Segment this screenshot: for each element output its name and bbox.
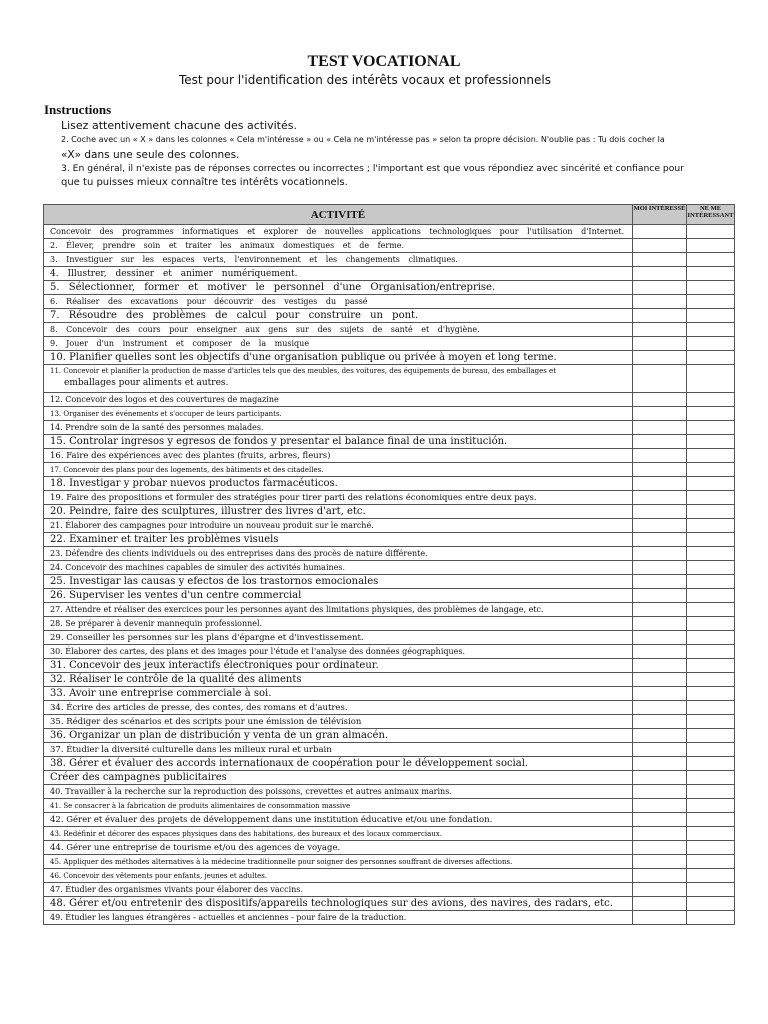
interested-checkbox-cell[interactable] (633, 309, 687, 323)
interested-checkbox-cell[interactable] (633, 519, 687, 533)
not-interested-checkbox-cell[interactable] (687, 491, 735, 505)
activity-label: 29. Conseiller les personnes sur les plans d'épargne et d'investissement. (44, 631, 633, 645)
activity-label: Créer des campagnes publicitaires (44, 771, 633, 785)
interested-checkbox-cell[interactable] (633, 407, 687, 421)
interested-checkbox-cell[interactable] (633, 533, 687, 547)
activity-label: 45. Appliquer des méthodes alternatives à la médecine traditionnelle pour soigner des personnes souffrant de diverses affections. (44, 855, 633, 869)
instruction-line-2-cont: «X» dans une seule des colonnes. (61, 149, 240, 161)
not-interested-checkbox-cell[interactable] (687, 519, 735, 533)
activity-label: 22. Examiner et traiter les problèmes visuels (44, 533, 633, 547)
activity-label: 6. Réaliser des excavations pour découvrir des vestiges du passé (44, 295, 633, 309)
column-header-interested: MOI INTÉRESSÉ (633, 205, 687, 225)
not-interested-checkbox-cell[interactable] (687, 757, 735, 771)
not-interested-checkbox-cell[interactable] (687, 225, 735, 239)
activity-label: 46. Concevoir des vêtements pour enfants, jeunes et adultes. (44, 869, 633, 883)
activity-label: 16. Faire des expériences avec des plantes (fruits, arbres, fleurs) (44, 449, 633, 463)
activity-label: 30. Élaborer des cartes, des plans et des images pour l'étude et l'analyse des données géographiques. (44, 645, 633, 659)
activity-label-line-1: 11. Concevoir et planifier la production de masse d'articles tels que des meubles, des voitures, des équipements de bureau, des emballages et (50, 367, 557, 375)
not-interested-checkbox-cell[interactable] (687, 827, 735, 841)
not-interested-checkbox-cell[interactable] (687, 617, 735, 631)
activity-label (44, 365, 633, 393)
interested-checkbox-cell[interactable] (633, 351, 687, 365)
interested-checkbox-cell[interactable] (633, 477, 687, 491)
interested-checkbox-cell[interactable] (633, 421, 687, 435)
not-interested-checkbox-cell[interactable] (687, 421, 735, 435)
not-interested-checkbox-cell[interactable] (687, 365, 735, 393)
interested-checkbox-cell[interactable] (633, 813, 687, 827)
not-interested-checkbox-cell[interactable] (687, 631, 735, 645)
not-interested-checkbox-cell[interactable] (687, 603, 735, 617)
activity-label: 12. Concevoir des logos et des couvertures de magazine (44, 393, 633, 407)
interested-checkbox-cell[interactable] (633, 827, 687, 841)
interested-checkbox-cell[interactable] (633, 659, 687, 673)
not-interested-checkbox-cell[interactable] (687, 323, 735, 337)
interested-checkbox-cell[interactable] (633, 897, 687, 911)
activity-label: 42. Gérer et évaluer des projets de développement dans une institution éducative et/ou une fondation. (44, 813, 633, 827)
document-title: TEST VOCATIONAL (307, 53, 461, 70)
table-header-row (44, 205, 735, 225)
interested-checkbox-cell[interactable] (633, 435, 687, 449)
activity-label: 25. Investigar las causas y efectos de los trastornos emocionales (44, 575, 633, 589)
interested-checkbox-cell[interactable] (633, 281, 687, 295)
activity-label: 35. Rédiger des scénarios et des scripts pour une émission de télévision (44, 715, 633, 729)
activity-label: 47. Étudier des organismes vivants pour élaborer des vaccins. (44, 883, 633, 897)
not-interested-checkbox-cell[interactable] (687, 897, 735, 911)
activity-label: 24. Concevoir des machines capables de simuler des activités humaines. (44, 561, 633, 575)
interested-checkbox-cell[interactable] (633, 295, 687, 309)
not-interested-checkbox-cell[interactable] (687, 575, 735, 589)
not-interested-checkbox-cell[interactable] (687, 729, 735, 743)
activity-label: 9. Jouer d'un instrument et composer de la musique (44, 337, 633, 351)
not-interested-checkbox-cell[interactable] (687, 743, 735, 757)
interested-checkbox-cell[interactable] (633, 729, 687, 743)
interested-checkbox-cell[interactable] (633, 743, 687, 757)
interested-checkbox-cell[interactable] (633, 267, 687, 281)
not-interested-checkbox-cell[interactable] (687, 449, 735, 463)
interested-checkbox-cell[interactable] (633, 253, 687, 267)
activity-table (43, 204, 735, 925)
interested-checkbox-cell[interactable] (633, 393, 687, 407)
interested-checkbox-cell[interactable] (633, 463, 687, 477)
not-interested-checkbox-cell[interactable] (687, 295, 735, 309)
interested-checkbox-cell[interactable] (633, 631, 687, 645)
interested-checkbox-cell[interactable] (633, 505, 687, 519)
not-interested-checkbox-cell[interactable] (687, 841, 735, 855)
activity-label: 40. Travailler à la recherche sur la reproduction des poissons, crevettes et autres animaux marins. (44, 785, 633, 799)
instructions-heading: Instructions (44, 102, 112, 117)
interested-checkbox-cell[interactable] (633, 547, 687, 561)
not-interested-checkbox-cell[interactable] (687, 435, 735, 449)
not-interested-checkbox-cell[interactable] (687, 393, 735, 407)
activity-label: 44. Gérer une entreprise de tourisme et/ou des agences de voyage. (44, 841, 633, 855)
activity-label: 21. Élaborer des campagnes pour introduire un nouveau produit sur le marché. (44, 519, 633, 533)
instruction-line-1: Lisez attentivement chacune des activités. (61, 119, 297, 132)
not-interested-checkbox-cell[interactable] (687, 533, 735, 547)
activity-label: 19. Faire des propositions et formuler des stratégies pour tirer parti des relations économiques entre deux pays. (44, 491, 633, 505)
not-interested-checkbox-cell[interactable] (687, 659, 735, 673)
not-interested-checkbox-cell[interactable] (687, 771, 735, 785)
interested-checkbox-cell[interactable] (633, 561, 687, 575)
activity-label: 17. Concevoir des plans pour des logements, des bâtiments et des citadelles. (44, 463, 633, 477)
interested-checkbox-cell[interactable] (633, 785, 687, 799)
column-header-not-interested: NE ME INTÉRESSANT (687, 205, 735, 225)
interested-checkbox-cell[interactable] (633, 449, 687, 463)
interested-checkbox-cell[interactable] (633, 645, 687, 659)
activity-label: 32. Réaliser le contrôle de la qualité des aliments (44, 673, 633, 687)
not-interested-checkbox-cell[interactable] (687, 701, 735, 715)
interested-checkbox-cell[interactable] (633, 757, 687, 771)
interested-checkbox-cell[interactable] (633, 687, 687, 701)
activity-label: 18. Investigar y probar nuevos productos farmacéuticos. (44, 477, 633, 491)
activity-label: 3. Investiguer sur les espaces verts, l'environnement et les changements climatiques. (44, 253, 633, 267)
not-interested-checkbox-cell[interactable] (687, 267, 735, 281)
not-interested-checkbox-cell[interactable] (687, 561, 735, 575)
activity-label: Concevoir des programmes informatiques et explorer de nouvelles applications technologiques pour l'utilisation d'Internet. (44, 225, 633, 239)
not-interested-checkbox-cell[interactable] (687, 813, 735, 827)
activity-label-line-2: emballages pour aliments et autres. (64, 378, 229, 388)
not-interested-checkbox-cell[interactable] (687, 477, 735, 491)
not-interested-checkbox-cell[interactable] (687, 463, 735, 477)
instruction-line-3: 3. En général, il n'existe pas de réponses correctes ou incorrectes ; l'important est que vous répondiez avec sincérité et confiance pour (61, 163, 684, 174)
activity-label: 27. Attendre et réaliser des exercices pour les personnes ayant des limitations physiques, des problèmes de langage, etc. (44, 603, 633, 617)
not-interested-checkbox-cell[interactable] (687, 785, 735, 799)
not-interested-checkbox-cell[interactable] (687, 505, 735, 519)
not-interested-checkbox-cell[interactable] (687, 911, 735, 925)
activity-label: 36. Organizar un plan de distribución y venta de un gran almacén. (44, 729, 633, 743)
activity-label: 26. Superviser les ventes d'un centre commercial (44, 589, 633, 603)
interested-checkbox-cell[interactable] (633, 911, 687, 925)
activity-label: 38. Gérer et évaluer des accords internationaux de coopération pour le développement social. (44, 757, 633, 771)
not-interested-checkbox-cell[interactable] (687, 337, 735, 351)
activity-label: 8. Concevoir des cours pour enseigner aux gens sur des sujets de santé et d'hygiène. (44, 323, 633, 337)
instruction-line-2: 2. Coche avec un « X » dans les colonnes « Cela m'intéresse » ou « Cela ne m'intéresse pas » selon ta propre décision. N'oublie pas : Tu dois cocher la (61, 135, 665, 144)
not-interested-checkbox-cell[interactable] (687, 869, 735, 883)
not-interested-checkbox-cell[interactable] (687, 351, 735, 365)
activity-label: 10. Planifier quelles sont les objectifs d'une organisation publique ou privée à moyen et long terme. (44, 351, 633, 365)
not-interested-checkbox-cell[interactable] (687, 799, 735, 813)
interested-checkbox-cell[interactable] (633, 323, 687, 337)
interested-checkbox-cell[interactable] (633, 869, 687, 883)
interested-checkbox-cell[interactable] (633, 673, 687, 687)
activity-label: 4. Illustrer, dessiner et animer numériquement. (44, 267, 633, 281)
activity-label: 28. Se préparer à devenir mannequin professionnel. (44, 617, 633, 631)
document-subtitle: Test pour l'identification des intérêts vocaux et professionnels (178, 73, 551, 87)
activity-label: 15. Controlar ingresos y egresos de fondos y presentar el balance final de una institución. (44, 435, 633, 449)
not-interested-checkbox-cell[interactable] (687, 687, 735, 701)
interested-checkbox-cell[interactable] (633, 771, 687, 785)
not-interested-checkbox-cell[interactable] (687, 883, 735, 897)
interested-checkbox-cell[interactable] (633, 365, 687, 393)
activity-label: 23. Défendre des clients individuels ou des entreprises dans des procès de nature différente. (44, 547, 633, 561)
interested-checkbox-cell[interactable] (633, 799, 687, 813)
activity-label: 33. Avoir une entreprise commerciale à soi. (44, 687, 633, 701)
interested-checkbox-cell[interactable] (633, 617, 687, 631)
interested-checkbox-cell[interactable] (633, 883, 687, 897)
activity-label: 49. Étudier les langues étrangères - actuelles et anciennes - pour faire de la traduction. (44, 911, 633, 925)
activity-label: 31. Concevoir des jeux interactifs électroniques pour ordinateur. (44, 659, 633, 673)
not-interested-checkbox-cell[interactable] (687, 407, 735, 421)
activity-label: 2. Élever, prendre soin et traiter les animaux domestiques et de ferme. (44, 239, 633, 253)
interested-checkbox-cell[interactable] (633, 491, 687, 505)
not-interested-checkbox-cell[interactable] (687, 239, 735, 253)
interested-checkbox-cell[interactable] (633, 701, 687, 715)
activity-label: 48. Gérer et/ou entretenir des dispositifs/appareils technologiques sur des avions, des navires, des radars, etc. (44, 897, 633, 911)
activity-label: 20. Peindre, faire des sculptures, illustrer des livres d'art, etc. (44, 505, 633, 519)
not-interested-checkbox-cell[interactable] (687, 715, 735, 729)
not-interested-checkbox-cell[interactable] (687, 309, 735, 323)
interested-checkbox-cell[interactable] (633, 337, 687, 351)
interested-checkbox-cell[interactable] (633, 855, 687, 869)
not-interested-checkbox-cell[interactable] (687, 855, 735, 869)
not-interested-checkbox-cell[interactable] (687, 547, 735, 561)
interested-checkbox-cell[interactable] (633, 715, 687, 729)
not-interested-checkbox-cell[interactable] (687, 589, 735, 603)
activity-label: 14. Prendre soin de la santé des personnes malades. (44, 421, 633, 435)
interested-checkbox-cell[interactable] (633, 239, 687, 253)
not-interested-checkbox-cell[interactable] (687, 673, 735, 687)
activity-label: 41. Se consacrer à la fabrication de produits alimentaires de consommation massive (44, 799, 633, 813)
activity-label: 5. Sélectionner, former et motiver le personnel d'une Organisation/entreprise. (44, 281, 633, 295)
activity-label: 37. Étudier la diversité culturelle dans les milieux rural et urbain (44, 743, 633, 757)
activity-label: 34. Écrire des articles de presse, des contes, des romans et d'autres. (44, 701, 633, 715)
column-header-activity: ACTIVITÉ (44, 205, 633, 225)
activity-label: 43. Redéfinir et décorer des espaces physiques dans des habitations, des bureaux et des locaux commerciaux. (44, 827, 633, 841)
not-interested-checkbox-cell[interactable] (687, 253, 735, 267)
not-interested-checkbox-cell[interactable] (687, 645, 735, 659)
interested-checkbox-cell[interactable] (633, 841, 687, 855)
interested-checkbox-cell[interactable] (633, 225, 687, 239)
not-interested-checkbox-cell[interactable] (687, 281, 735, 295)
instruction-line-3-cont: que tu puisses mieux connaître tes intérêts vocationnels. (61, 177, 348, 188)
interested-checkbox-cell[interactable] (633, 589, 687, 603)
activity-label: 7. Résoudre des problèmes de calcul pour construire un pont. (44, 309, 633, 323)
interested-checkbox-cell[interactable] (633, 575, 687, 589)
interested-checkbox-cell[interactable] (633, 603, 687, 617)
activity-label: 13. Organiser des événements et s'occuper de leurs participants. (44, 407, 633, 421)
